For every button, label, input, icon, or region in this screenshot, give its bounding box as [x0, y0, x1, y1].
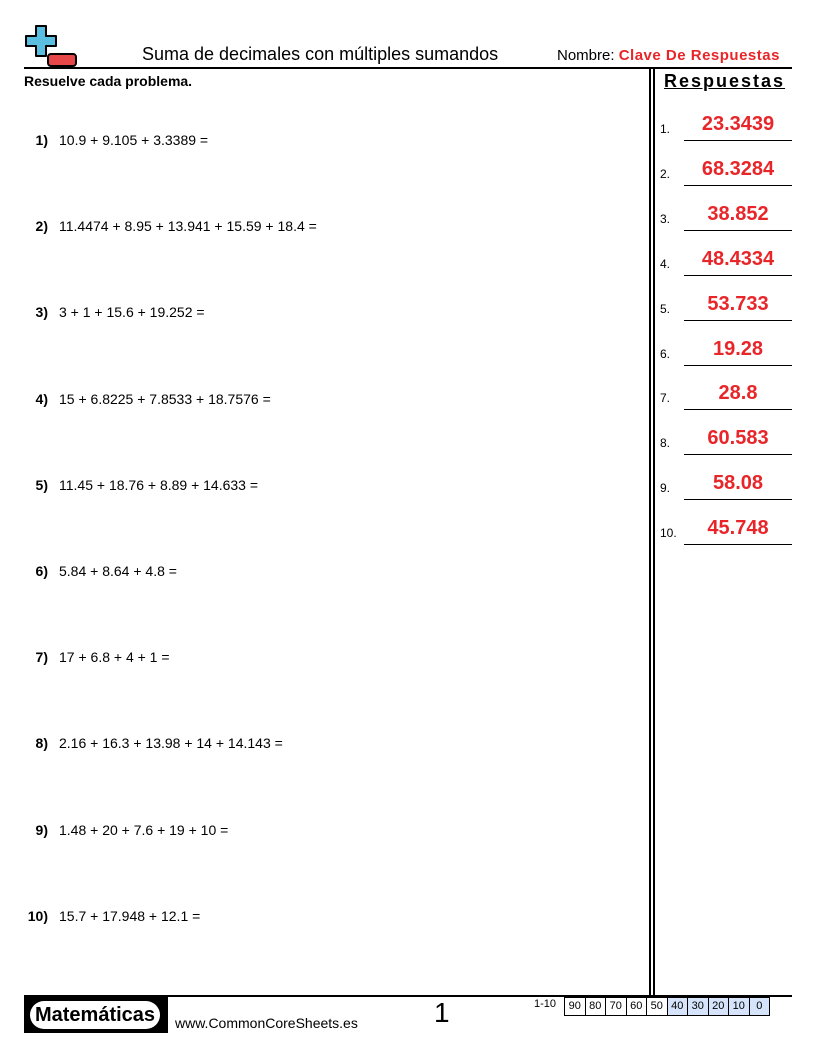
answer-value: 58.08: [712, 472, 764, 495]
problem-number: 4): [35, 390, 48, 407]
answer-number: 6.: [660, 346, 671, 361]
problem-text: 15 + 6.8225 + 7.8533 + 18.7576 =: [59, 390, 271, 407]
header-divider: [24, 67, 792, 69]
answer-number: 9.: [660, 481, 671, 496]
answer-line: [684, 409, 792, 410]
score-cell: 80: [586, 998, 607, 1015]
worksheet-title: Suma de decimales con múltiples sumandos: [142, 44, 499, 64]
problem-number: 9): [35, 821, 48, 838]
answer-number: 2.: [660, 166, 671, 181]
problem-text: 11.45 + 18.76 + 8.89 + 14.633 =: [59, 476, 259, 493]
answer-5: [660, 292, 792, 316]
answer-number: 7.: [660, 391, 671, 406]
score-cell: 20: [709, 998, 730, 1015]
answer-number: 8.: [660, 436, 671, 451]
problem-number: 10): [27, 907, 48, 924]
problem-number: 8): [35, 735, 48, 752]
logo-icon: [24, 24, 80, 68]
answer-8: [660, 427, 792, 451]
problem-number: 1): [35, 132, 48, 148]
answer-number: 5.: [660, 301, 671, 316]
problem-1: [24, 132, 624, 148]
answer-line: [684, 185, 792, 186]
answer-number: 3.: [660, 211, 671, 226]
name-label: Nombre:: [557, 47, 615, 64]
name-value: Clave De Respuestas: [618, 47, 780, 64]
problem-text: 1.48 + 20 + 7.6 + 19 + 10 =: [59, 821, 229, 838]
answer-9: [660, 472, 792, 496]
answer-number: 4.: [660, 256, 671, 271]
problem-text: 15.7 + 17.948 + 12.1 =: [59, 907, 201, 924]
column-divider: [653, 69, 655, 995]
problem-text: 17 + 6.8 + 4 + 1 =: [59, 649, 170, 666]
answer-6: [660, 337, 792, 361]
answer-value: 60.583: [707, 427, 769, 450]
answer-line: [684, 454, 792, 455]
answer-value: 53.733: [707, 292, 769, 315]
answer-2: [660, 157, 792, 181]
answer-line: [684, 320, 792, 321]
name-field: [557, 47, 780, 64]
score-cell: 70: [606, 998, 627, 1015]
score-table: [564, 997, 770, 1016]
answer-value: 19.28: [712, 337, 764, 360]
problem-4: [24, 391, 624, 407]
problem-number: 5): [35, 476, 48, 493]
problem-text: 2.16 + 16.3 + 13.98 + 14 + 14.143 =: [59, 735, 283, 752]
score-cell: 90: [565, 998, 586, 1015]
problem-9: [24, 822, 624, 838]
answer-number: 1.: [660, 122, 671, 136]
answer-line: [684, 140, 792, 141]
score-cell: 0: [750, 998, 770, 1015]
score-range: 1-10: [534, 998, 557, 1010]
problem-text: 10.9 + 9.105 + 3.3389 =: [59, 132, 209, 148]
brand-logo: [24, 997, 168, 1033]
answer-line: [684, 499, 792, 500]
score-cell: 10: [729, 998, 750, 1015]
problem-8: [24, 735, 624, 751]
problem-number: 7): [35, 649, 48, 666]
answer-number: 10.: [660, 526, 677, 541]
answer-line: [684, 365, 792, 366]
score-cell: 40: [668, 998, 689, 1015]
answer-value: 68.3284: [701, 157, 775, 180]
problem-5: [24, 477, 624, 493]
answer-value: 45.748: [707, 517, 769, 540]
problem-number: 3): [35, 304, 48, 321]
answer-line: [684, 275, 792, 276]
problem-2: [24, 218, 624, 234]
answer-10: [660, 517, 792, 541]
problem-text: 11.4474 + 8.95 + 13.941 + 15.59 + 18.4 =: [59, 218, 317, 235]
score-cell: 60: [627, 998, 648, 1015]
answer-7: [660, 382, 792, 406]
brand-label: Matemáticas: [30, 1001, 160, 1029]
problem-number: 6): [35, 563, 48, 579]
problem-number: 2): [35, 218, 48, 235]
score-cell: 30: [688, 998, 709, 1015]
answer-value: 38.852: [707, 202, 769, 225]
answers-title: Respuestas: [664, 71, 786, 91]
problem-10: [24, 908, 624, 924]
column-divider: [649, 69, 651, 995]
problem-text: 5.84 + 8.64 + 4.8 =: [59, 563, 177, 579]
problem-6: [24, 563, 624, 579]
problem-3: [24, 304, 624, 320]
answer-4: [660, 247, 792, 271]
answer-value: 28.8: [718, 382, 758, 405]
problem-text: 3 + 1 + 15.6 + 19.252 =: [59, 304, 205, 321]
site-url: www.CommonCoreSheets.es: [175, 1015, 358, 1031]
answer-3: [660, 202, 792, 226]
answer-line: [684, 230, 792, 231]
page-number: 1: [434, 997, 450, 1028]
score-cell: 50: [647, 998, 668, 1015]
answer-value: 23.3439: [701, 113, 775, 135]
problem-7: [24, 649, 624, 665]
answer-line: [684, 544, 792, 545]
answer-value: 48.4334: [701, 247, 775, 270]
instructions: Resuelve cada problema.: [24, 73, 193, 89]
answer-1: [660, 113, 792, 136]
